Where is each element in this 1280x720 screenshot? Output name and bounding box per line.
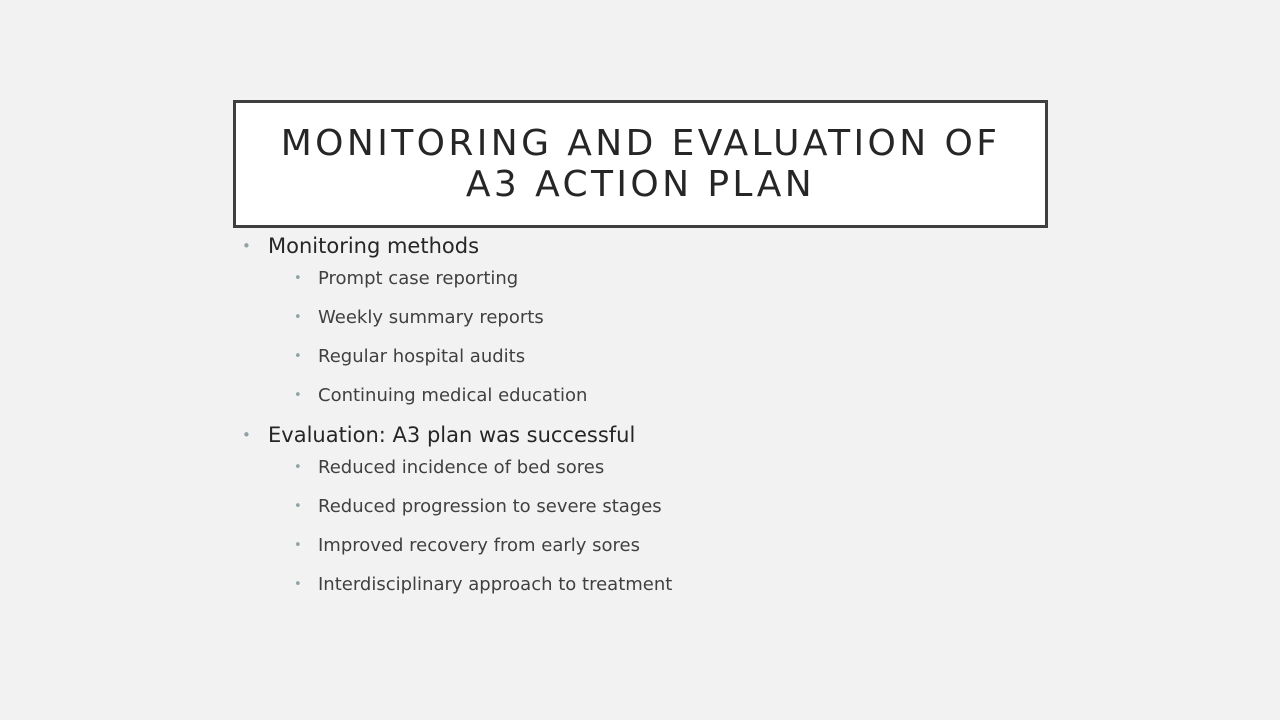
list-item: [268, 495, 1042, 519]
list-item: [268, 306, 1042, 330]
bullet-icon: •: [294, 460, 302, 475]
bullet-icon: •: [294, 271, 302, 286]
list-item: [268, 267, 1042, 291]
list-item-text: Regular hospital audits: [318, 346, 526, 367]
list-item: [268, 534, 1042, 558]
list-item-text: Continuing medical education: [318, 385, 588, 406]
bullet-icon: •: [294, 538, 302, 553]
section-monitoring: [242, 234, 1042, 408]
bullet-icon: •: [242, 426, 251, 444]
list-item-text: Weekly summary reports: [318, 307, 544, 328]
bullet-icon: •: [294, 577, 302, 592]
list-item: [268, 456, 1042, 480]
bullet-icon: •: [294, 349, 302, 364]
bullet-icon: •: [294, 499, 302, 514]
bullet-icon: •: [294, 388, 302, 403]
sub-list: [268, 267, 1042, 408]
list-item-text: Reduced progression to severe stages: [318, 496, 662, 517]
sub-list: [268, 456, 1042, 597]
list-item-text: Improved recovery from early sores: [318, 535, 640, 556]
list-item: [268, 384, 1042, 408]
slide-title-line-1: MONITORING AND EVALUATION OF: [280, 123, 1001, 164]
list-item-text: Prompt case reporting: [318, 268, 519, 289]
section-heading: Monitoring methods: [268, 234, 480, 258]
list-item-text: Reduced incidence of bed sores: [318, 457, 605, 478]
list-item-text: Interdisciplinary approach to treatment: [318, 574, 673, 595]
bullet-icon: •: [294, 310, 302, 325]
bullet-icon: •: [242, 237, 251, 255]
title-box: [233, 100, 1048, 228]
section-heading: Evaluation: A3 plan was successful: [268, 423, 636, 447]
bullet-list: [242, 234, 1042, 597]
slide-body: [242, 228, 1042, 612]
list-item: [268, 573, 1042, 597]
slide-title-line-2: A3 ACTION PLAN: [465, 164, 816, 205]
list-item: [268, 345, 1042, 369]
section-evaluation: [242, 423, 1042, 597]
